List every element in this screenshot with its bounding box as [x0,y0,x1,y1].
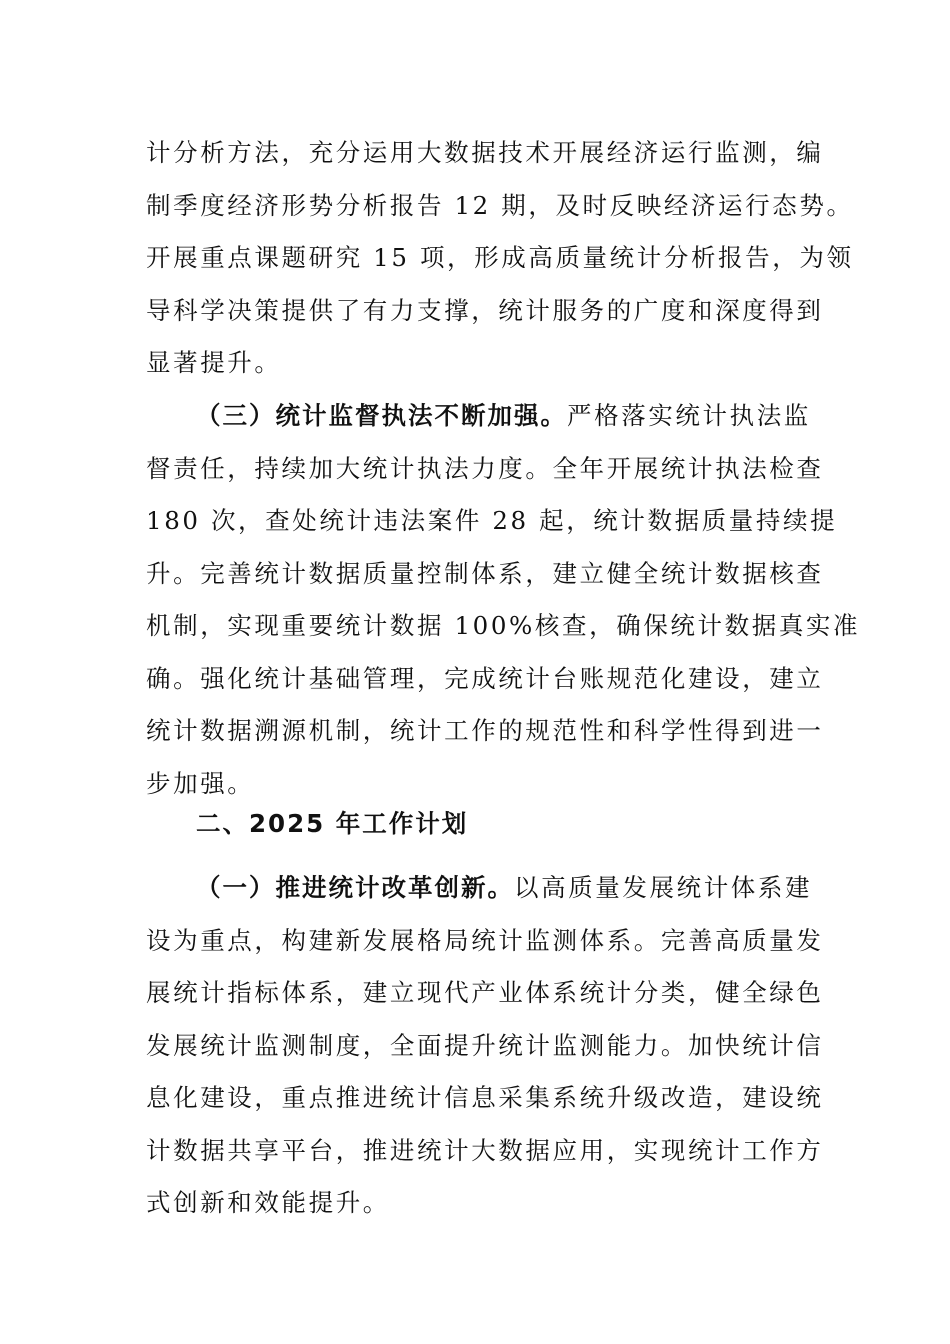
text-line: 统计数据溯源机制，统计工作的规范性和科学性得到进一 [146,716,824,745]
paragraph-reform [146,862,824,1230]
paragraph-heading: （三）统计监督执法不断加强。 [196,401,567,430]
text-line: 制季度经济形势分析报告 12 期，及时反映经济运行态势。 [146,190,854,220]
text-line: 设为重点，构建新发展格局统计监测体系。完善高质量发 [146,925,824,955]
text-line: 计数据共享平台，推进统计大数据应用，实现统计工作方 [146,1135,824,1165]
paragraph-first-line [146,862,813,915]
text-line: 计分析方法，充分运用大数据技术开展经济运行监测，编 [146,138,824,167]
paragraph-first-line [146,390,811,443]
text-line: 督责任，持续加大统计执法力度。全年开展统计执法检查 [146,453,824,483]
text-line: 开展重点课题研究 15 项，形成高质量统计分析报告，为领 [146,243,854,272]
text-line: 升。完善统计数据质量控制体系，建立健全统计数据核查 [146,558,824,588]
text-line: 机制，实现重要统计数据 100%核查，确保统计数据真实准 [146,611,861,640]
text-line: 展统计指标体系，建立现代产业体系统计分类，健全绿色 [146,978,824,1007]
text-line: 显著提升。 [146,348,282,377]
text-line: 确。强化统计基础管理，完成统计台账规范化建设，建立 [146,663,824,693]
text-line: 180 次，查处统计违法案件 28 起，统计数据质量持续提 [146,506,838,535]
text-line: 导科学决策提供了有力支撑，统计服务的广度和深度得到 [146,295,824,325]
section-heading-block [146,798,806,851]
text-run: 严格落实统计执法监 [567,401,811,430]
paragraph-supervision [146,390,861,810]
section-heading: 二、2025 年工作计划 [196,809,469,838]
text-line: 步加强。 [146,768,255,798]
text-line: 息化建设，重点推进统计信息采集系统升级改造，建设统 [146,1083,824,1112]
text-run: 以高质量发展统计体系建 [514,873,813,902]
text-line: 发展统计监测制度，全面提升统计监测能力。加快统计信 [146,1030,824,1060]
paragraph-continuation [146,127,854,390]
paragraph-heading: （一）推进统计改革创新。 [196,873,514,902]
text-line: 式创新和效能提升。 [146,1188,390,1217]
